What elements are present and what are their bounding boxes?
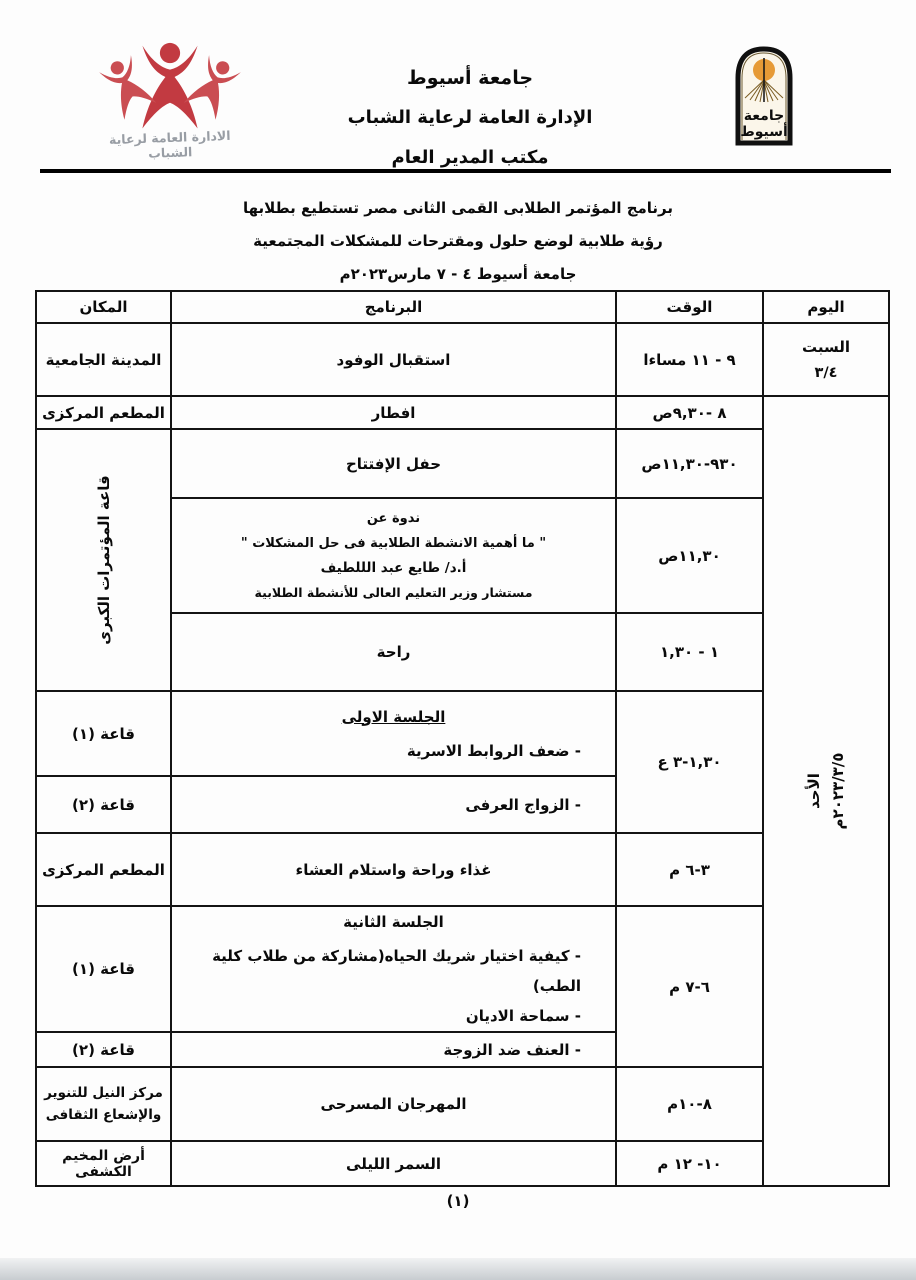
session1-title: الجلسة الاولى (341, 707, 446, 726)
program-cell: المهرجان المسرحى (171, 1067, 616, 1141)
header-day: اليوم (763, 291, 889, 323)
row-session2-a (36, 906, 889, 1032)
seminar-line-1: ندوة عن (366, 511, 421, 526)
session2-title: الجلسة الثانية (343, 913, 444, 931)
program-cell (171, 1032, 616, 1067)
day-sunday-name: الأحد (805, 773, 823, 809)
row-breakfast (36, 396, 889, 429)
nile-center-line-2: والإشعاع الثقافى (45, 1107, 162, 1123)
time-cell: ١١,٣٠ص (616, 498, 763, 613)
place-cell: المطعم المركزى (36, 396, 171, 429)
day-cell-saturday (763, 323, 889, 396)
day-sunday-label (802, 753, 850, 830)
header-program: البرنامج (171, 291, 616, 323)
row-night-gathering (36, 1141, 889, 1186)
place-cell: قاعة (١) (36, 691, 171, 776)
place-cell: قاعة (٢) (36, 776, 171, 833)
program-cell: السمر الليلى (171, 1141, 616, 1186)
table-header-row (36, 291, 889, 323)
title-line-3: جامعة أسيوط ٤ - ٧ مارس٢٠٢٣م (339, 265, 577, 283)
place-cell: المدينة الجامعية (36, 323, 171, 396)
time-cell: ٨-١٠م (616, 1067, 763, 1141)
nile-center-line-1: مركز النيل للتنوير (44, 1085, 163, 1101)
program-cell: غذاء وراحة واستلام العشاء (171, 833, 616, 906)
header-place: المكان (36, 291, 171, 323)
time-cell: ١٠- ١٢ م (616, 1141, 763, 1186)
row-arrival (36, 323, 889, 396)
program-cell-session2 (171, 906, 616, 1032)
program-cell-seminar (171, 498, 616, 613)
day-saturday-name: السبت (801, 337, 851, 356)
place-cell: قاعة (١) (36, 906, 171, 1032)
place-cell: قاعة (٢) (36, 1032, 171, 1067)
place-cell: المطعم المركزى (36, 833, 171, 906)
title-line-1: برنامج المؤتمر الطلابى القمى الثانى مصر تستطيع بطلابها (242, 199, 674, 217)
office-name: مكتب المدير العام (391, 147, 549, 168)
document-title-block (152, 192, 764, 291)
administration-name: الإدارة العامة لرعاية الشباب (347, 107, 593, 128)
emblem-text-1: جامعة (743, 108, 785, 124)
time-cell: ٩٣٠-١١,٣٠ص (616, 429, 763, 498)
place-cell-nile-center (36, 1067, 171, 1141)
day-cell-sunday (763, 396, 889, 1186)
day-sunday-date: ٢٠٢٣/٣/٥م (829, 752, 847, 830)
day-saturday-date: ٣/٤ (814, 364, 838, 381)
scan-edge (0, 1258, 916, 1280)
session2-item-2: - سماحة الاديان (465, 1007, 581, 1025)
seminar-line-2: " ما أهمية الانشطة الطلابية فى حل المشكلات " (240, 536, 547, 551)
letterhead-divider (40, 169, 891, 173)
place-cell: أرض المخيم الكشفى (36, 1141, 171, 1186)
time-cell: ٣-٦ م (616, 833, 763, 906)
youth-welfare-figures-icon (88, 36, 252, 132)
session2-item-1: - كيفية اختيار شريك الحياه(مشاركة من طلاب كلية الطب) (212, 947, 581, 995)
page-number: (١) (446, 1192, 470, 1210)
program-cell-session1 (171, 691, 616, 776)
seminar-line-4: مستشار وزير التعليم العالى للأنشطة الطلابية (254, 585, 533, 600)
place-cell-conference-hall (36, 429, 171, 691)
session2-item-3: - العنف ضد الزوجة (443, 1040, 581, 1059)
session1-item-2: - الزواج العرفى (465, 795, 581, 814)
time-cell: ٩ - ١١ مساءا (616, 323, 763, 396)
time-cell: ١,٣٠-٣ ع (616, 691, 763, 833)
header-time: الوقت (616, 291, 763, 323)
row-lunch (36, 833, 889, 906)
session1-item-1: - ضعف الروابط الاسرية (406, 741, 581, 760)
youth-welfare-logo (88, 36, 252, 168)
program-cell (171, 776, 616, 833)
time-cell: ٦-٧ م (616, 906, 763, 1067)
program-cell: راحة (171, 613, 616, 691)
row-opening (36, 429, 889, 498)
letterhead (250, 58, 690, 178)
seminar-line-3: أ.د/ طايع عبد الللطيف (320, 560, 467, 576)
time-cell: ٨ -٩,٣٠ص (616, 396, 763, 429)
row-theater (36, 1067, 889, 1141)
program-cell: حفل الإفتتاح (171, 429, 616, 498)
emblem-text-2: أسيوط (740, 124, 788, 140)
university-name: جامعة أسيوط (406, 67, 534, 89)
program-schedule-table (35, 290, 890, 1187)
title-line-2: رؤية طلابية لوضع حلول ومقترحات للمشكلات المجتمعية (253, 232, 663, 250)
youth-welfare-logo-caption: الادارة العامة لرعاية الشباب (108, 127, 231, 161)
time-cell: ١ - ١,٣٠ (616, 613, 763, 691)
program-cell: استقبال الوفود (171, 323, 616, 396)
university-emblem-icon (732, 44, 796, 146)
row-session1-a (36, 691, 889, 776)
conference-hall-label: قاعة المؤتمرات الكبرى (94, 475, 113, 645)
program-cell: افطار (171, 396, 616, 429)
